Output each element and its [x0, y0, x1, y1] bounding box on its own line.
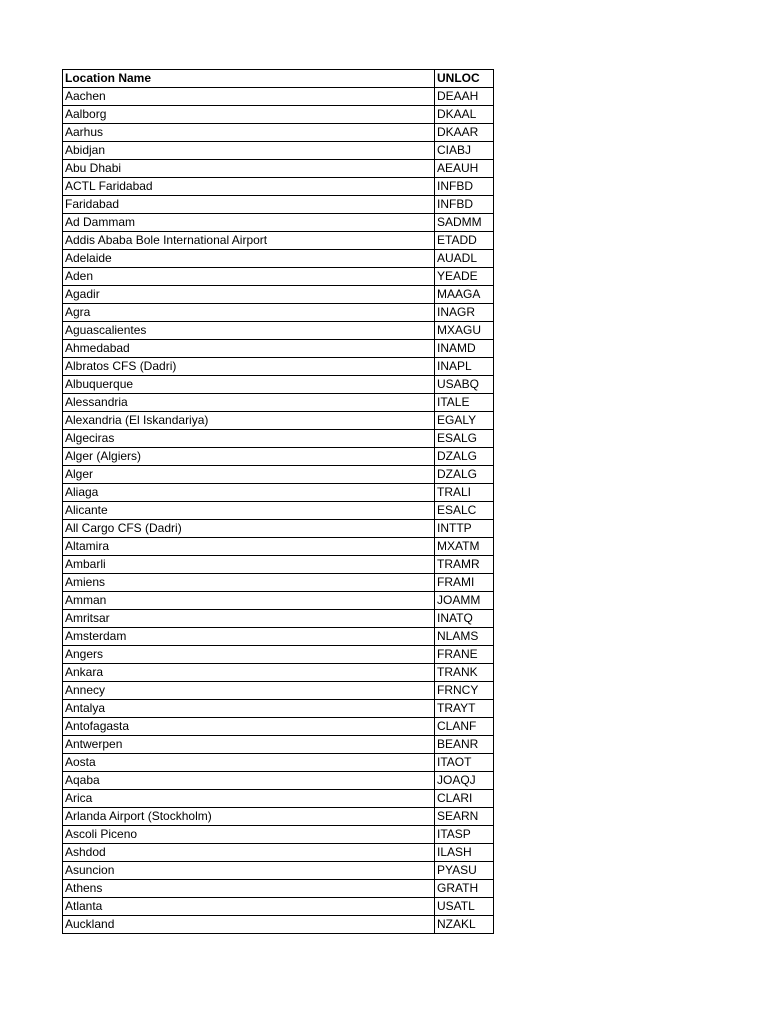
unloc-cell: MAAGA	[435, 286, 494, 304]
table-row	[63, 592, 494, 610]
table-row	[63, 430, 494, 448]
table-row	[63, 358, 494, 376]
table-row	[63, 160, 494, 178]
unloc-cell: AUADL	[435, 250, 494, 268]
unloc-cell: SEARN	[435, 808, 494, 826]
unloc-cell: BEANR	[435, 736, 494, 754]
unloc-cell: MXATM	[435, 538, 494, 556]
table-row	[63, 916, 494, 934]
location-name-cell: Alexandria (El Iskandariya)	[63, 412, 435, 430]
unloc-cell: CLARI	[435, 790, 494, 808]
location-name-cell: Abidjan	[63, 142, 435, 160]
table-row	[63, 340, 494, 358]
location-name-cell: Altamira	[63, 538, 435, 556]
table-row	[63, 574, 494, 592]
location-name-cell: Antofagasta	[63, 718, 435, 736]
table-row	[63, 106, 494, 124]
location-name-cell: Aguascalientes	[63, 322, 435, 340]
unloc-cell: INAGR	[435, 304, 494, 322]
location-name-cell: Ascoli Piceno	[63, 826, 435, 844]
location-name-cell: Ahmedabad	[63, 340, 435, 358]
location-name-cell: Faridabad	[63, 196, 435, 214]
location-name-cell: Auckland	[63, 916, 435, 934]
unloc-cell: DEAAH	[435, 88, 494, 106]
column-header-location-name: Location Name	[63, 70, 435, 88]
unloc-cell: INFBD	[435, 196, 494, 214]
location-name-cell: Agadir	[63, 286, 435, 304]
table-row	[63, 862, 494, 880]
location-name-cell: Abu Dhabi	[63, 160, 435, 178]
location-name-cell: ACTL Faridabad	[63, 178, 435, 196]
location-name-cell: Agra	[63, 304, 435, 322]
location-name-cell: Algeciras	[63, 430, 435, 448]
location-name-cell: Adelaide	[63, 250, 435, 268]
table-row	[63, 880, 494, 898]
table-row	[63, 232, 494, 250]
table-row	[63, 88, 494, 106]
table-row	[63, 646, 494, 664]
unloc-cell: DZALG	[435, 448, 494, 466]
unloc-cell: ESALC	[435, 502, 494, 520]
location-name-cell: Aalborg	[63, 106, 435, 124]
location-name-cell: Arica	[63, 790, 435, 808]
table-row	[63, 214, 494, 232]
unloc-cell: JOAQJ	[435, 772, 494, 790]
location-name-cell: Asuncion	[63, 862, 435, 880]
table-row	[63, 448, 494, 466]
unloc-cell: ITASP	[435, 826, 494, 844]
location-table	[62, 69, 494, 934]
unloc-cell: USABQ	[435, 376, 494, 394]
location-name-cell: Ashdod	[63, 844, 435, 862]
table-row	[63, 538, 494, 556]
unloc-cell: TRAMR	[435, 556, 494, 574]
location-name-cell: Ad Dammam	[63, 214, 435, 232]
location-name-cell: Aarhus	[63, 124, 435, 142]
unloc-cell: CLANF	[435, 718, 494, 736]
table-row	[63, 268, 494, 286]
unloc-cell: JOAMM	[435, 592, 494, 610]
table-row	[63, 322, 494, 340]
location-name-cell: Aosta	[63, 754, 435, 772]
unloc-cell: NZAKL	[435, 916, 494, 934]
location-name-cell: Albratos CFS (Dadri)	[63, 358, 435, 376]
table-row	[63, 844, 494, 862]
table-row	[63, 178, 494, 196]
unloc-cell: INATQ	[435, 610, 494, 628]
unloc-cell: MXAGU	[435, 322, 494, 340]
unloc-cell: DZALG	[435, 466, 494, 484]
unloc-cell: EGALY	[435, 412, 494, 430]
table-row	[63, 466, 494, 484]
unloc-cell: YEADE	[435, 268, 494, 286]
location-name-cell: Alicante	[63, 502, 435, 520]
table-body	[63, 88, 494, 934]
unloc-cell: FRNCY	[435, 682, 494, 700]
location-name-cell: Amiens	[63, 574, 435, 592]
unloc-cell: DKAAR	[435, 124, 494, 142]
unloc-cell: INAMD	[435, 340, 494, 358]
table-row	[63, 790, 494, 808]
location-name-cell: Arlanda Airport (Stockholm)	[63, 808, 435, 826]
unloc-cell: ESALG	[435, 430, 494, 448]
column-header-unloc: UNLOC	[435, 70, 494, 88]
location-name-cell: Antalya	[63, 700, 435, 718]
location-name-cell: All Cargo CFS (Dadri)	[63, 520, 435, 538]
table-row	[63, 286, 494, 304]
location-name-cell: Amsterdam	[63, 628, 435, 646]
location-name-cell: Athens	[63, 880, 435, 898]
unloc-cell: CIABJ	[435, 142, 494, 160]
table-row	[63, 898, 494, 916]
table-row	[63, 484, 494, 502]
table-row	[63, 682, 494, 700]
table-row	[63, 700, 494, 718]
location-name-cell: Annecy	[63, 682, 435, 700]
location-name-cell: Albuquerque	[63, 376, 435, 394]
table-row	[63, 250, 494, 268]
location-name-cell: Angers	[63, 646, 435, 664]
table-header-row	[63, 70, 494, 88]
location-name-cell: Aqaba	[63, 772, 435, 790]
unloc-cell: TRANK	[435, 664, 494, 682]
unloc-cell: INFBD	[435, 178, 494, 196]
table-row	[63, 520, 494, 538]
table-row	[63, 502, 494, 520]
table-row	[63, 808, 494, 826]
unloc-cell: USATL	[435, 898, 494, 916]
location-name-cell: Aliaga	[63, 484, 435, 502]
unloc-cell: ITAOT	[435, 754, 494, 772]
table-row	[63, 718, 494, 736]
table-row	[63, 736, 494, 754]
table-row	[63, 772, 494, 790]
location-name-cell: Aden	[63, 268, 435, 286]
unloc-cell: SADMM	[435, 214, 494, 232]
table-row	[63, 754, 494, 772]
table-row	[63, 394, 494, 412]
location-name-cell: Antwerpen	[63, 736, 435, 754]
location-name-cell: Amritsar	[63, 610, 435, 628]
table-row	[63, 196, 494, 214]
table-row	[63, 124, 494, 142]
unloc-cell: ITALE	[435, 394, 494, 412]
table-row	[63, 610, 494, 628]
unloc-cell: TRAYT	[435, 700, 494, 718]
table-row	[63, 628, 494, 646]
table-row	[63, 304, 494, 322]
unloc-cell: PYASU	[435, 862, 494, 880]
table-row	[63, 376, 494, 394]
location-name-cell: Alger (Algiers)	[63, 448, 435, 466]
unloc-cell: AEAUH	[435, 160, 494, 178]
location-name-cell: Ankara	[63, 664, 435, 682]
unloc-cell: FRAMI	[435, 574, 494, 592]
location-name-cell: Amman	[63, 592, 435, 610]
table-row	[63, 826, 494, 844]
location-name-cell: Aachen	[63, 88, 435, 106]
table-row	[63, 412, 494, 430]
unloc-cell: NLAMS	[435, 628, 494, 646]
unloc-cell: FRANE	[435, 646, 494, 664]
table-row	[63, 664, 494, 682]
location-name-cell: Ambarli	[63, 556, 435, 574]
location-name-cell: Alessandria	[63, 394, 435, 412]
location-name-cell: Alger	[63, 466, 435, 484]
unloc-cell: TRALI	[435, 484, 494, 502]
unloc-cell: INAPL	[435, 358, 494, 376]
unloc-cell: ILASH	[435, 844, 494, 862]
unloc-cell: DKAAL	[435, 106, 494, 124]
table-row	[63, 556, 494, 574]
unloc-cell: ETADD	[435, 232, 494, 250]
location-name-cell: Addis Ababa Bole International Airport	[63, 232, 435, 250]
unloc-cell: GRATH	[435, 880, 494, 898]
table-row	[63, 142, 494, 160]
unloc-cell: INTTP	[435, 520, 494, 538]
location-name-cell: Atlanta	[63, 898, 435, 916]
